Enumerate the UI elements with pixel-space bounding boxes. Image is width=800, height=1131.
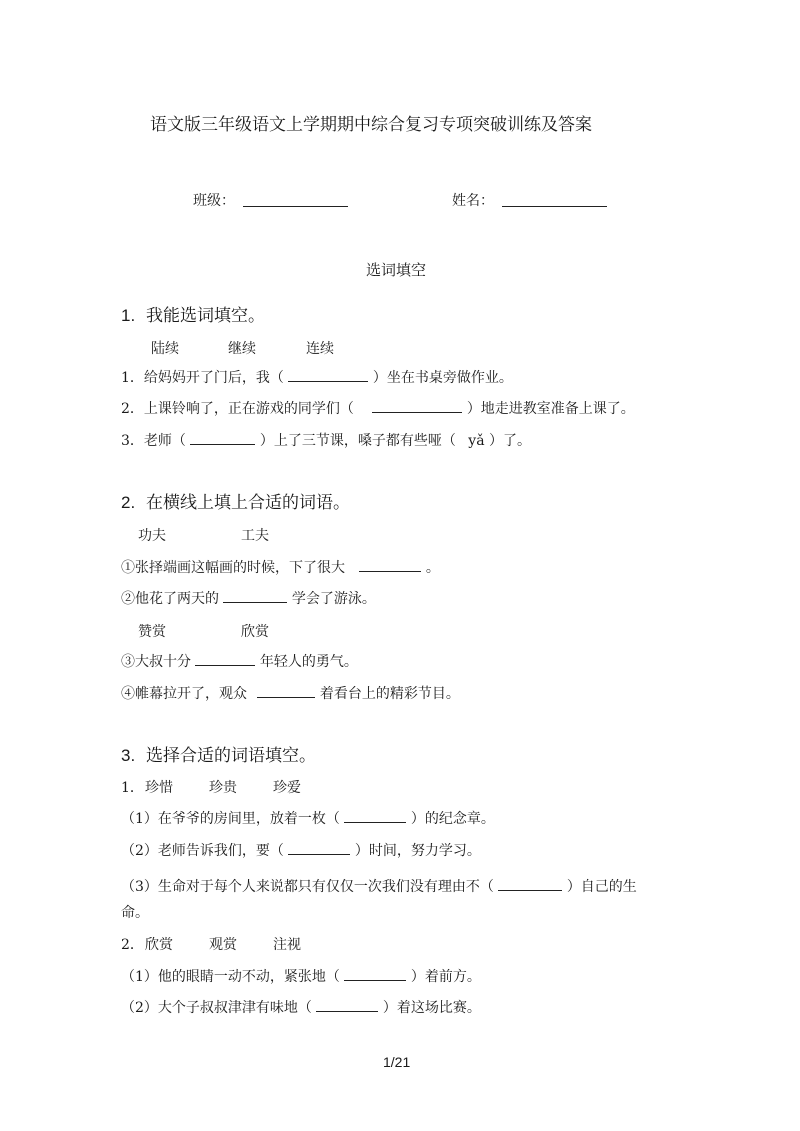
fill-item <box>121 683 460 703</box>
answer-blank[interactable] <box>344 808 406 823</box>
item-text: （1）在爷爷的房间里，放着一枚（ <box>121 811 340 827</box>
answer-blank[interactable] <box>257 683 315 698</box>
item-text: ）的纪念章。 <box>410 811 495 827</box>
fill-item <box>121 876 637 896</box>
answer-blank[interactable] <box>190 430 255 445</box>
word-option: 继续 <box>228 341 256 357</box>
item-text: ）上了三节课，嗓子都有些哑（ <box>259 433 456 449</box>
word-option: 欣赏 <box>241 624 269 640</box>
answer-blank[interactable] <box>288 367 368 382</box>
item-text: ）坐在书桌旁做作业。 <box>372 370 513 386</box>
page-number: 1/21 <box>383 1054 411 1070</box>
word-option: 注视 <box>273 937 301 953</box>
word-option: 欣赏 <box>145 937 173 953</box>
question-title: 我能选词填空。 <box>146 306 265 326</box>
fill-item <box>121 367 513 387</box>
item-text: 。 <box>425 560 440 576</box>
item-text: （3）生命对于每个人来说都只有仅仅一次我们没有理由不（ <box>121 879 494 895</box>
fill-item <box>121 557 440 577</box>
item-text: ④帷幕拉开了，观众 <box>121 686 247 702</box>
word-option: 陆续 <box>151 341 179 357</box>
item-text: ）着这场比赛。 <box>382 1000 481 1016</box>
question-2-heading <box>121 488 350 513</box>
item-text: ）地走进教室准备上课了。 <box>466 401 635 417</box>
fill-item <box>121 808 495 828</box>
fill-item <box>121 651 358 671</box>
item-text: 2．上课铃响了，正在游戏的同学们（ <box>121 401 354 417</box>
item-text: ）着前方。 <box>410 969 481 985</box>
answer-blank[interactable] <box>195 651 255 666</box>
question-number: 3. <box>121 746 136 765</box>
item-text: （2）大个子叔叔津津有味地（ <box>121 1000 312 1016</box>
item-text: 1．给妈妈开了门后，我（ <box>121 370 284 386</box>
name-label: 姓名： <box>452 193 494 209</box>
question-3-heading <box>121 741 316 766</box>
item-continuation: 命。 <box>121 905 149 921</box>
word-option: 功夫 <box>138 528 166 544</box>
fill-item <box>121 430 531 450</box>
document-title: 语文版三年级语文上学期期中综合复习专项突破训练及答案 <box>150 115 592 135</box>
item-text: ）了。 <box>489 433 531 449</box>
question-title: 在横线上填上合适的词语。 <box>146 493 350 513</box>
pinyin: yǎ <box>468 433 485 449</box>
class-label: 班级： <box>193 193 235 209</box>
answer-blank[interactable] <box>344 966 406 981</box>
item-text: ①张择端画这幅画的时候，下了很大 <box>121 560 345 576</box>
word-option: 珍惜 <box>145 780 173 796</box>
answer-blank[interactable] <box>223 588 287 603</box>
answer-blank[interactable] <box>359 557 421 572</box>
item-text: ）时间，努力学习。 <box>354 843 481 859</box>
question-number: 2. <box>121 493 136 512</box>
question-title: 选择合适的词语填空。 <box>146 746 316 766</box>
answer-blank[interactable] <box>372 398 462 413</box>
fill-item <box>121 588 376 608</box>
item-text: （2）老师告诉我们，要（ <box>121 843 284 859</box>
word-group-label: 2． <box>121 937 144 953</box>
item-text: ②他花了两天的 <box>121 591 219 607</box>
word-option: 观赏 <box>209 937 237 953</box>
answer-blank[interactable] <box>498 876 562 891</box>
word-group-label: 1． <box>121 780 144 796</box>
word-option: 珍爱 <box>273 780 301 796</box>
answer-blank[interactable] <box>288 840 350 855</box>
item-text: 学会了游泳。 <box>291 591 376 607</box>
item-text: （1）他的眼睛一动不动，紧张地（ <box>121 969 340 985</box>
item-text: ③大叔十分 <box>121 654 191 670</box>
fill-item <box>121 997 481 1017</box>
name-field[interactable] <box>502 192 607 207</box>
word-option: 珍贵 <box>209 780 237 796</box>
word-option: 连续 <box>306 341 334 357</box>
fill-item <box>121 398 635 418</box>
word-option: 赞赏 <box>138 624 166 640</box>
fill-item <box>121 840 481 860</box>
item-text: ）自己的生 <box>566 879 637 895</box>
item-text: 着看台上的精彩节目。 <box>319 686 460 702</box>
answer-blank[interactable] <box>316 997 378 1012</box>
question-number: 1. <box>121 306 136 325</box>
class-field[interactable] <box>243 192 348 207</box>
question-1-heading <box>121 301 265 326</box>
fill-item <box>121 966 481 986</box>
item-text: 3．老师（ <box>121 433 186 449</box>
item-text: 年轻人的勇气。 <box>259 654 358 670</box>
section-title: 选词填空 <box>366 261 427 279</box>
word-option: 工夫 <box>241 528 269 544</box>
